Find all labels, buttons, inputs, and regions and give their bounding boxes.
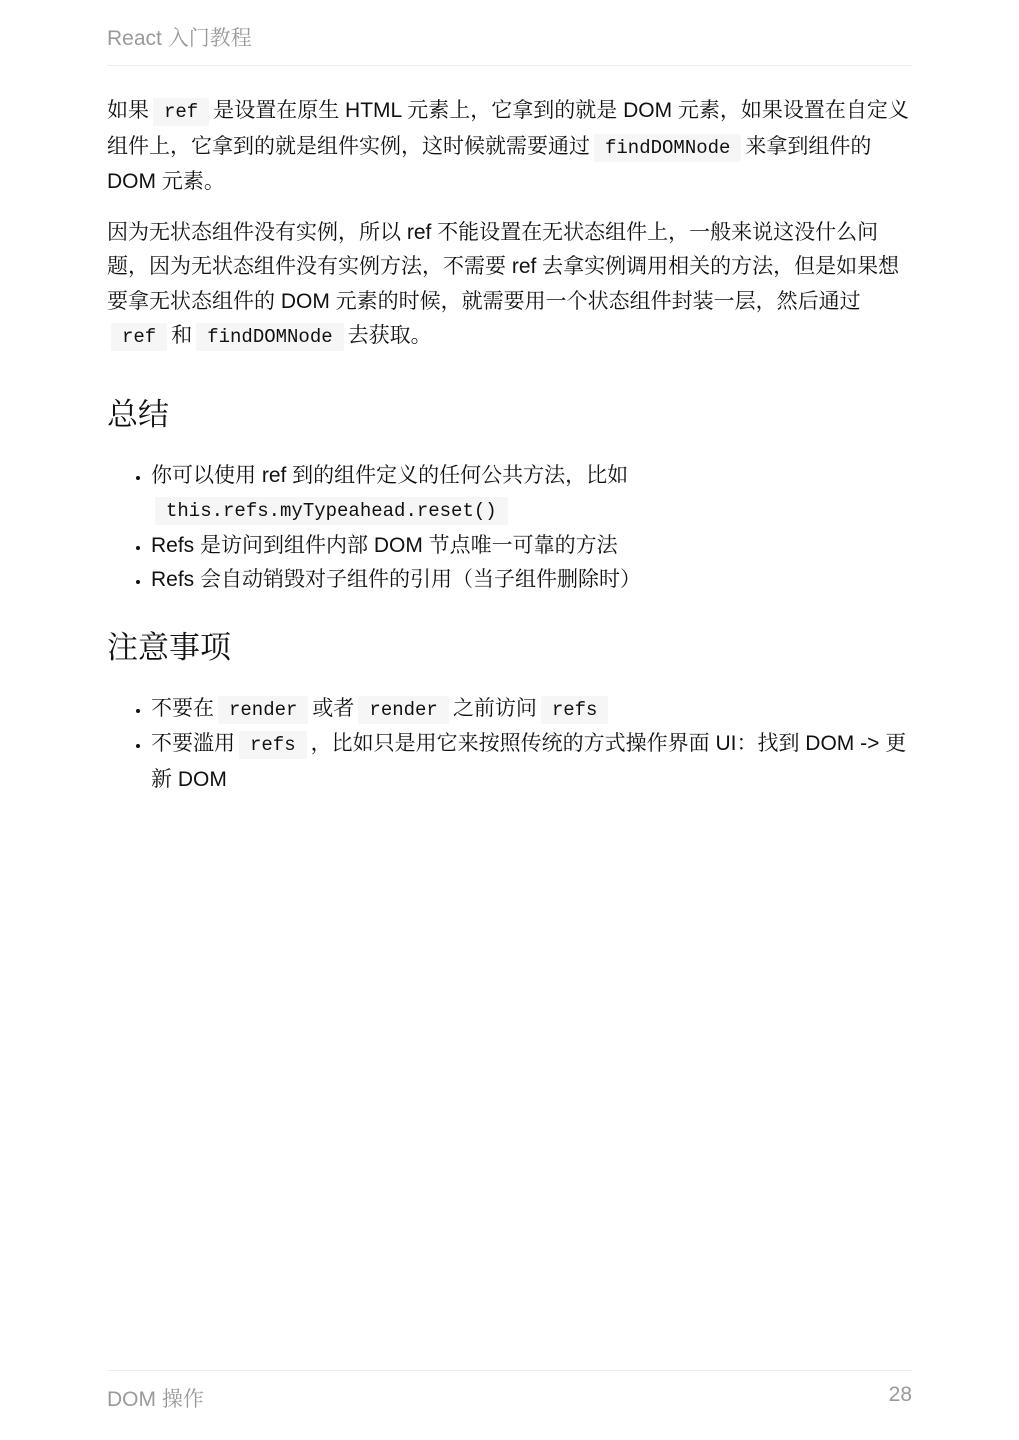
page-content xyxy=(107,94,912,797)
notes-heading: 注意事项 xyxy=(107,629,231,666)
inline-code: this.refs.myTypeahead.reset() xyxy=(155,497,508,525)
running-footer xyxy=(107,1370,912,1413)
footer-chapter: DOM 操作 xyxy=(107,1388,204,1411)
list-item xyxy=(151,459,912,529)
running-header xyxy=(107,22,912,66)
text: 不要滥用 xyxy=(151,732,235,755)
page-number: 28 xyxy=(888,1383,912,1406)
text: 来拿到组件的 DOM 元素。 xyxy=(107,134,872,193)
inline-code: refs xyxy=(239,731,307,759)
list-item xyxy=(151,529,912,564)
text: 是设置在原生 HTML 元素上，它拿到的就是 DOM 元素，如果设置在自定义组件上，它拿到的就是组件实例，这时候就需要通过 xyxy=(107,99,909,158)
text: 因为无状态组件没有实例，所以 ref 不能设置在无状态组件上，一般来说这没什么问题，因为无状态组件没有实例方法，不需要 ref 去拿实例调用相关的方法，但是如果想要拿无状态组件的 DOM 元素的时候，就需要用一个状态组件封装一层，然后通过 xyxy=(107,220,900,313)
text: Refs 会自动销毁对子组件的引用（当子组件删除时） xyxy=(151,568,642,591)
list-item xyxy=(151,727,912,797)
list-item xyxy=(151,692,912,728)
text: 或者 xyxy=(312,696,355,720)
text: ，比如只是用它来按照传统的方式操作界面 UI：找到 DOM -> 更新 DOM xyxy=(151,732,907,791)
summary-list xyxy=(107,459,912,598)
list-item xyxy=(151,563,912,598)
inline-code: findDOMNode xyxy=(196,323,343,351)
text: 和 xyxy=(171,324,193,347)
paragraph-stateless-components xyxy=(107,216,912,355)
paragraph-ref-explanation xyxy=(107,94,912,200)
text: Refs 是访问到组件内部 DOM 节点唯一可靠的方法 xyxy=(151,533,618,557)
notes-list xyxy=(107,692,912,798)
inline-code: render xyxy=(218,696,308,724)
header-title: React 入门教程 xyxy=(107,27,252,50)
text: 不要在 xyxy=(151,696,214,720)
inline-code: ref xyxy=(153,98,209,126)
text: 去获取。 xyxy=(347,324,432,347)
inline-code: ref xyxy=(111,323,167,351)
inline-code: render xyxy=(358,696,448,724)
text: 之前访问 xyxy=(452,696,537,720)
inline-code: findDOMNode xyxy=(594,134,741,162)
inline-code: refs xyxy=(541,696,609,724)
text: 你可以使用 ref 到的组件定义的任何公共方法，比如 xyxy=(151,463,629,487)
text: 如果 xyxy=(107,99,149,122)
summary-heading: 总结 xyxy=(107,396,169,433)
